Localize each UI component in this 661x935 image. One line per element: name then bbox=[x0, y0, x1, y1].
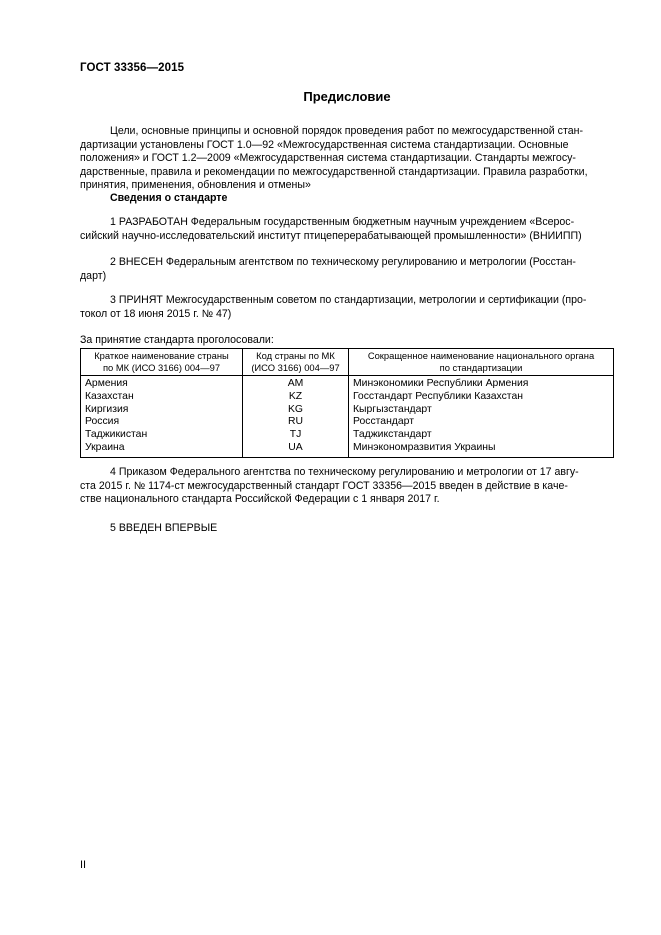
text-line: дартизации установлены ГОСТ 1.0—92 «Межгосударственная система стандартизации. Основные bbox=[80, 138, 569, 151]
item-enacted bbox=[80, 466, 614, 507]
country-cell: Киргизия bbox=[81, 404, 243, 417]
item-introduced bbox=[80, 256, 614, 283]
item-developed bbox=[80, 216, 614, 243]
code-cell: AM bbox=[243, 376, 349, 391]
voting-countries-table bbox=[80, 348, 614, 458]
table-row bbox=[81, 376, 614, 391]
table-row bbox=[81, 429, 614, 442]
intro-paragraph bbox=[80, 125, 614, 193]
body-cell: Госстандарт Республики Казахстан bbox=[349, 391, 614, 404]
text-line: дарт) bbox=[80, 269, 107, 282]
text-line: положения» и ГОСТ 1.2—2009 «Межгосударственная система стандартизации. Стандарты межгосу- bbox=[80, 152, 576, 165]
text-line: 2 ВНЕСЕН Федеральным агентством по техническому регулированию и метрологии (Росстан- bbox=[110, 256, 576, 268]
text-line: ста 2015 г. № 1174-ст межгосударственный стандарт ГОСТ 33356—2015 введен в действие в каче- bbox=[80, 479, 568, 492]
item-first-introduced bbox=[80, 522, 614, 536]
text-line: 4 Приказом Федерального агентства по техническому регулированию и метрологии от 17 авгу- bbox=[110, 466, 579, 478]
body-cell: Минэкономразвития Украины bbox=[349, 442, 614, 457]
text-line: сийский научно-исследовательский институт птицеперерабатывающей промышленности» (ВНИИПП) bbox=[80, 229, 582, 242]
code-cell: KG bbox=[243, 404, 349, 417]
table-header-row bbox=[81, 349, 614, 376]
text-line: токол от 18 июня 2015 г. № 47) bbox=[80, 307, 232, 320]
code-cell: RU bbox=[243, 416, 349, 429]
item-adopted bbox=[80, 294, 614, 321]
body-cell: Таджикстандарт bbox=[349, 429, 614, 442]
text-line: Цели, основные принципы и основной порядок проведения работ по межгосударственной стан- bbox=[110, 125, 583, 137]
text-line: 5 ВВЕДЕН ВПЕРВЫЕ bbox=[110, 522, 218, 534]
table-caption: За принятие стандарта проголосовали: bbox=[80, 334, 274, 346]
text-line: дарственные, правила и рекомендации по межгосударственной стандартизации. Правила разработки, bbox=[80, 165, 588, 178]
country-cell: Казахстан bbox=[81, 391, 243, 404]
code-cell: UA bbox=[243, 442, 349, 457]
text-line: 3 ПРИНЯТ Межгосударственным советом по стандартизации, метрологии и сертификации (про- bbox=[110, 294, 587, 306]
header-country-name: Краткое наименование страны по МК (ИСО 3166) 004—97 bbox=[81, 349, 243, 376]
table-row bbox=[81, 416, 614, 429]
page-number: II bbox=[80, 859, 87, 871]
country-cell: Таджикистан bbox=[81, 429, 243, 442]
body-cell: Росстандарт bbox=[349, 416, 614, 429]
table-row bbox=[81, 391, 614, 404]
table-row bbox=[81, 404, 614, 417]
table-row bbox=[81, 442, 614, 457]
section-subheading: Сведения о стандарте bbox=[110, 192, 228, 204]
body-cell: Минэкономики Республики Армения bbox=[349, 376, 614, 391]
page-title: Предисловие bbox=[303, 89, 391, 104]
text-line: 1 РАЗРАБОТАН Федеральным государственным бюджетным научным учреждением «Всерос- bbox=[110, 216, 575, 228]
header-standards-body: Сокращенное наименование национального органа по стандартизации bbox=[349, 349, 614, 376]
document-id-header: ГОСТ 33356—2015 bbox=[80, 62, 185, 74]
code-cell: TJ bbox=[243, 429, 349, 442]
body-cell: Кыргызстандарт bbox=[349, 404, 614, 417]
text-line: стве национального стандарта Российской Федерации с 1 января 2017 г. bbox=[80, 493, 440, 506]
header-country-code: Код страны по МК (ИСО 3166) 004—97 bbox=[243, 349, 349, 376]
country-cell: Армения bbox=[81, 376, 243, 391]
text-line: принятия, применения, обновления и отмены» bbox=[80, 179, 311, 192]
country-cell: Украина bbox=[81, 442, 243, 457]
code-cell: KZ bbox=[243, 391, 349, 404]
country-cell: Россия bbox=[81, 416, 243, 429]
